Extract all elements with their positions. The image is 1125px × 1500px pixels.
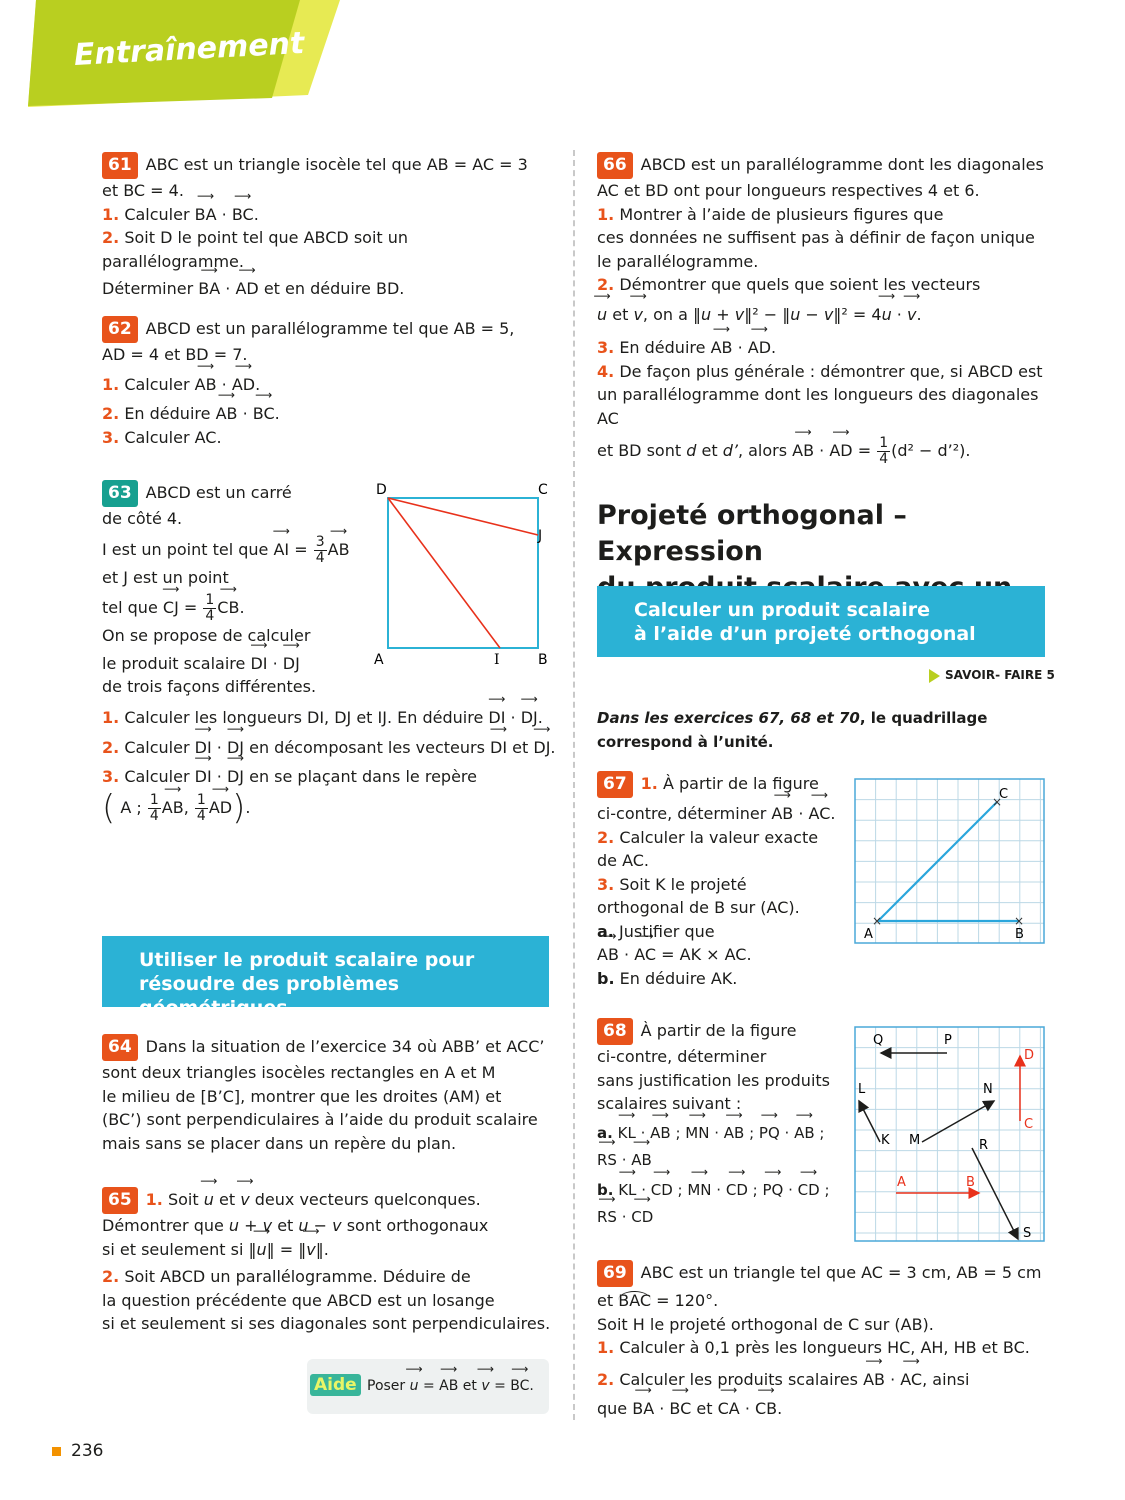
label-B: B <box>1015 927 1024 942</box>
section-banner-geometric-problems: Utiliser le produit scalaire pour résoudre des problèmes géométriques <box>102 936 549 1007</box>
label-Q: Q <box>873 1033 884 1048</box>
play-icon <box>929 669 940 683</box>
exercise-69: 69 ABC est un triangle tel que AC = 3 cm, AB = 5 cm et BAC = 120°. Soit H le projeté orthogonal de C sur (AB). 1. Calculer à 0,1 près les longueurs HC, AH, HB et BC. 2. Calculer les produits scalaires ⟶ AB · ⟶ AC, ainsi que ⟶ BA · ⟶ BC et ⟶ CA · ⟶ CB. <box>597 1260 1057 1421</box>
exercise-63-questions: 1. Calculer les longueurs DI, DJ et IJ. En déduire ⟶ DI · ⟶ DJ. 2. Calculer ⟶ DI · ⟶ DJ en décomposant les vecteurs ⟶ DI et ⟶ DJ. 3. Calculer ⟶ DI · ⟶ DJ en se plaçant dans le repère ( A ; $\frac{1}{4}$ ⟶ AB, $\frac{1}{4}$ ⟶ AD). <box>102 706 562 824</box>
svg-text:×: × <box>872 914 883 928</box>
label-A: A <box>864 927 873 942</box>
exercise-64: 64 Dans la situation de l’exercice 34 où ABB’ et ACC’ sont deux triangles isocèles rectangles en A et M le milieu de [B’C], montrer que les droites (AM) et (BC’) sont perpendiculaires à l’aide du produit scalaire mais sans se placer dans un repère du plan. <box>102 1034 552 1155</box>
label-A: A <box>897 1175 906 1190</box>
label-C: C <box>538 482 548 498</box>
svg-text:×: × <box>992 795 1003 809</box>
exercise-65: 65 1. Soit ⟶ u et ⟶ v deux vecteurs quelconques. Démontrer que u + v et u − v sont orthogonaux si et seulement si ‖⟶ u‖ = ‖⟶ v‖. 2. Soit ABCD un parallélogramme. Déduire de la question précédente que ABCD est un losange si et seulement si ses diagonales sont perpendiculaires. <box>102 1187 562 1336</box>
label-S: S <box>1023 1226 1032 1241</box>
label-N: N <box>983 1082 993 1097</box>
exercise-62: 62 ABCD est un parallélogramme tel que AB = 5, AD = 4 et BD = 7. 1. Calculer ⟶ AB · ⟶ AD. 2. En déduire ⟶ AB · ⟶ BC. 3. Calculer AC. <box>102 316 552 449</box>
section-title: Projeté orthogonal – Expression <box>597 500 907 567</box>
label-L: L <box>858 1082 866 1097</box>
exercise-66: 66 ABCD est un parallélogramme dont les diagonales AC et BD ont pour longueurs respectives 4 et 6. 1. Montrer à l’aide de plusieurs figures que ces données ne suffisent pas à définir de façon unique le parallélogramme. 2. Démontrer que quels que soient les vecteurs ⟶ u et ⟶ v, on a ‖u + v‖² − ‖u − v‖² = 4⟶ u · ⟶ v. 3. En déduire ⟶ AB · ⟶ AD. 4. De façon plus générale : démontrer que, si ABCD est un parallélogramme dont les longueurs des diagonales AC et BD sont d et d’, alors ⟶ AB · ⟶ AD = $\frac{1}{4}$ (d² − d’²). <box>597 152 1057 467</box>
exercise-number: 63 <box>102 480 138 507</box>
hint-box: Aide Poser ⟶ u = ⟶ AB et ⟶ v = ⟶ BC. <box>307 1359 549 1414</box>
grid-figure-67 <box>854 778 1046 946</box>
exercise-number: 67 <box>597 771 633 798</box>
exercise-number: 61 <box>102 152 138 179</box>
exercise-61: 61 ABC est un triangle isocèle tel que AB = AC = 3 et BC = 4. 1. Calculer ⟶ BA · ⟶ BC. 2. Soit D le point tel que ABCD soit un parallélogramme. Déterminer ⟶ BA · ⟶ AD et en déduire BD. <box>102 152 552 301</box>
label-A: A <box>374 652 384 668</box>
label-C: C <box>1024 1117 1034 1132</box>
exercise-number: 69 <box>597 1260 633 1287</box>
column-separator <box>573 150 575 1420</box>
exercise-63-text: 63 ABCD est un carré de côté 4. I est un point tel que ⟶ AI = $\frac{3}{4}$ ⟶ AB et J est un point tel que ⟶ CJ = $\frac{1}{4}$ ⟶ CB. On se propose de calculer le produit scalaire ⟶ DI · ⟶ DJ de trois façons différentes. <box>102 480 372 699</box>
label-R: R <box>979 1138 989 1153</box>
label-M: M <box>909 1133 921 1148</box>
exercise-68: 68 À partir de la figure ci-contre, déterminer sans justification les produits scalaires suivant : a. ⟶ KL · ⟶ AB ; ⟶ MN · ⟶ AB ; ⟶ PQ · ⟶ AB ; ⟶ RS · ⟶ AB b. ⟶ KL · ⟶ CD ; ⟶ MN · ⟶ CD ; ⟶ PQ · ⟶ CD ; ⟶ RS · ⟶ CD <box>597 1018 847 1230</box>
page-number: 236 <box>71 1441 104 1461</box>
footer-marker <box>52 1447 61 1456</box>
label-I: I <box>494 652 500 668</box>
label-D: D <box>376 482 387 498</box>
exercise-number: 68 <box>597 1018 633 1045</box>
exercise-number: 66 <box>597 152 633 179</box>
grid-figure-68 <box>854 1026 1046 1243</box>
exercise-number: 65 <box>102 1187 138 1214</box>
square-figure <box>370 480 560 670</box>
page-header-title: Entraînement <box>73 25 306 73</box>
exercise-67: 67 1. À partir de la figure ci-contre, déterminer ⟶ AB · ⟶ AC. 2. Calculer la valeur exacte de AC. 3. Soit K le projeté orthogonal de B sur (AC). a. Justifier que ⟶ AB · ⟶ AC = AK × AC. b. En déduire AK. <box>597 771 847 990</box>
label-K: K <box>881 1133 890 1148</box>
label-C: C <box>999 787 1009 802</box>
svg-text:×: × <box>1014 914 1025 928</box>
grid-note: Dans les exercices 67, 68 et 70, le quadrillage correspond à l’unité. <box>597 709 988 751</box>
label-B: B <box>966 1175 975 1190</box>
label-D: D <box>1024 1048 1035 1063</box>
label-J: J <box>538 528 543 544</box>
exercise-number: 62 <box>102 316 138 343</box>
label-P: P <box>944 1033 952 1048</box>
savoir-faire-link[interactable]: SAVOIR- FAIRE 5 <box>929 667 1055 683</box>
section-banner-projection: Calculer un produit scalaire à l’aide d’un projeté orthogonal <box>597 586 1045 657</box>
label-B: B <box>538 652 548 668</box>
hint-label: Aide <box>310 1374 361 1396</box>
exercise-number: 64 <box>102 1034 138 1061</box>
